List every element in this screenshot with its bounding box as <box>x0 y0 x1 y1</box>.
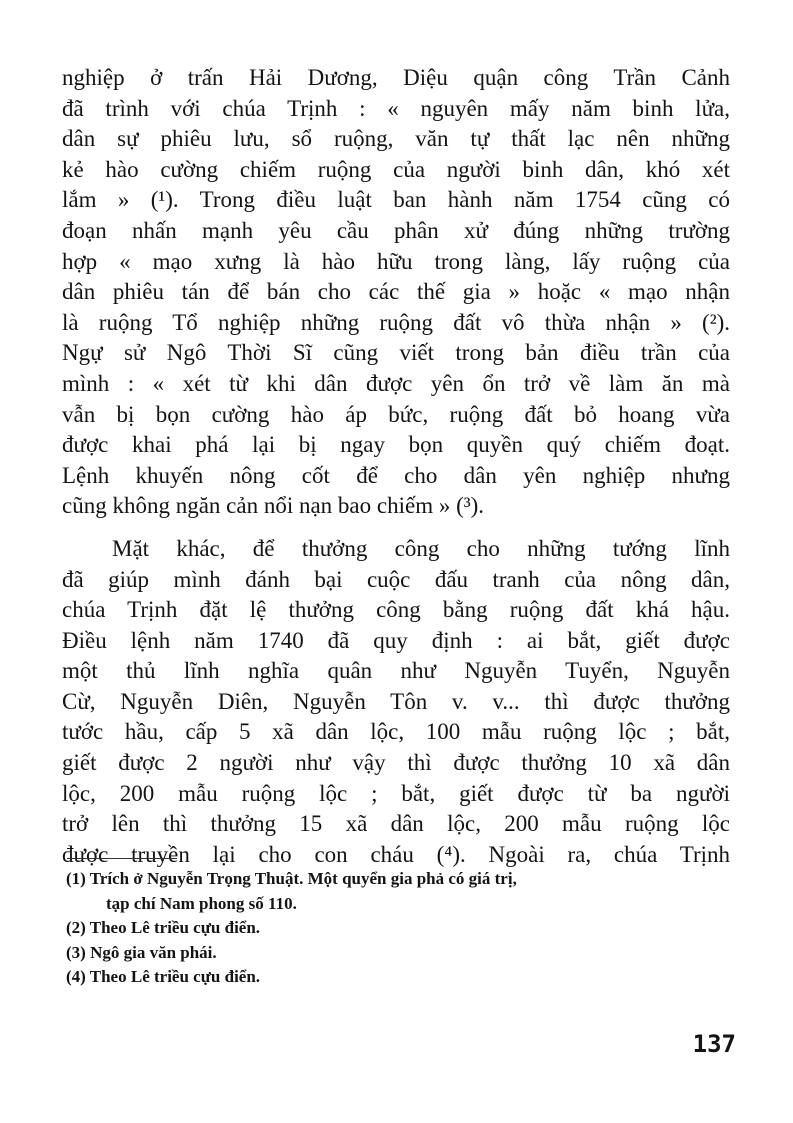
text-line: Mặt khác, để thưởng công cho những tướng lĩnh <box>112 535 730 561</box>
footnote-divider <box>67 858 177 859</box>
text-line: dân phiêu tán để bán cho các thế gia » hoặc « mạo nhận <box>62 279 730 305</box>
text-line: vẫn bị bọn cường hào áp bức, ruộng đất bỏ hoang vừa <box>62 401 730 427</box>
text-line: nghiệp ở trấn Hải Dương, Diệu quận công Trần Cảnh <box>62 65 730 90</box>
text-line: dân sự phiêu lưu, sổ ruộng, văn tự thất lạc nên những <box>62 126 730 152</box>
text-line: chúa Trịnh đặt lệ thưởng công bằng ruộng đất khá hậu. <box>62 597 730 623</box>
footnote-1-continuation: tạp chí Nam phong số 110. <box>106 893 297 913</box>
footnote-4: (4) Theo Lê triều cựu điển. <box>66 967 261 987</box>
text-line: cũng không ngăn cản nổi nạn bao chiếm » (³). <box>62 493 485 519</box>
text-line: đã giúp mình đánh bại cuộc đấu tranh của nông dân, <box>62 566 730 592</box>
text-line: Cừ, Nguyễn Diên, Nguyễn Tôn v. v... thì được thưởng <box>62 688 730 714</box>
footnotes <box>66 867 736 990</box>
main-text <box>62 63 730 870</box>
text-line: trở lên thì thưởng 15 xã dân lộc, 200 mẫu ruộng lộc <box>62 811 730 837</box>
text-line: Điều lệnh năm 1740 đã quy định : ai bắt, giết được <box>62 627 730 653</box>
footnote-1: (1) Trích ở Nguyễn Trọng Thuật. Một quyển gia phả có giá trị, <box>66 869 517 888</box>
text-line: Ngự sử Ngô Thời Sĩ cũng viết trong bản điều trần của <box>62 340 730 366</box>
text-line: được truyền lại cho con cháu (⁴). Ngoài ra, chúa Trịnh <box>62 841 730 867</box>
paragraph-2 <box>62 534 730 871</box>
text-line: tước hầu, cấp 5 xã dân lộc, 100 mẫu ruộng lộc ; bắt, <box>62 719 730 745</box>
page-number: 137 <box>692 1030 736 1058</box>
text-line: lộc, 200 mẫu ruộng lộc ; bắt, giết được từ ba người <box>62 780 730 806</box>
text-line: đoạn nhấn mạnh yêu cầu phân xử đúng những trường <box>62 217 730 243</box>
text-line: là ruộng Tổ nghiệp những ruộng đất vô thừa nhận » (²). <box>62 309 730 335</box>
footnote-3: (3) Ngô gia văn phái. <box>66 942 217 962</box>
paragraph-1 <box>62 63 730 522</box>
footnote-2: (2) Theo Lê triều cựu điển. <box>66 918 261 938</box>
text-line: kẻ hào cường chiếm ruộng của người binh dân, khó xét <box>62 156 730 182</box>
text-line: một thủ lĩnh nghĩa quân như Nguyễn Tuyển, Nguyễn <box>62 658 730 684</box>
text-line: giết được 2 người như vậy thì được thưởng 10 xã dân <box>62 750 730 776</box>
text-line: đã trình với chúa Trịnh : « nguyên mấy năm binh lửa, <box>62 95 730 121</box>
text-line: Lệnh khuyến nông cốt để cho dân yên nghiệp nhưng <box>62 462 730 488</box>
text-line: lắm » (¹). Trong điều luật ban hành năm 1754 cũng có <box>62 187 730 213</box>
text-line: hợp « mạo xưng là hào hữu trong làng, lấy ruộng của <box>62 248 730 274</box>
text-line: được khai phá lại bị ngay bọn quyền quý chiếm đoạt. <box>62 432 730 458</box>
text-line: mình : « xét từ khi dân được yên ổn trở về làm ăn mà <box>62 370 730 396</box>
